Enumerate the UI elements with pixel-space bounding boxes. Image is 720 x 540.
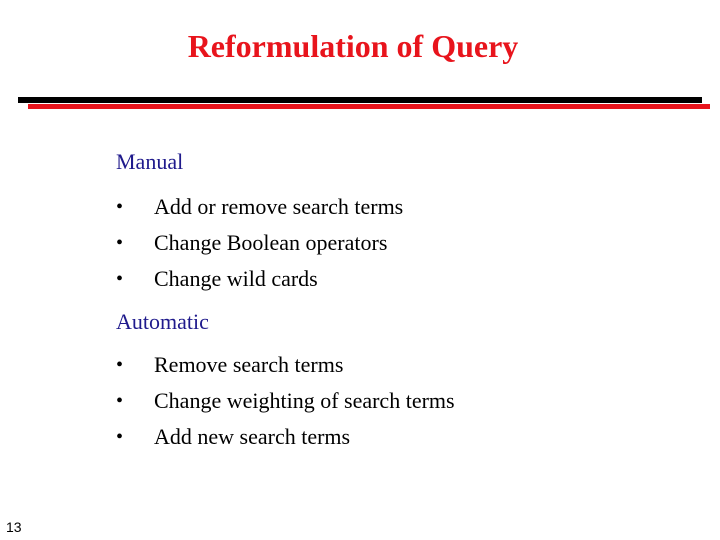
list-item-text: Change wild cards [154, 266, 318, 291]
slide-title: Reformulation of Query [187, 28, 519, 64]
title-divider-red [28, 104, 710, 109]
list-item-text: Change weighting of search terms [154, 388, 455, 413]
section-heading-manual: Manual [116, 149, 184, 174]
list-item [116, 261, 403, 297]
bullet-glyph: • [116, 231, 124, 254]
list-item [116, 419, 455, 455]
page-number: 13 [6, 519, 22, 535]
list-item [116, 383, 455, 419]
list-item [116, 189, 403, 225]
list-item-text: Change Boolean operators [154, 230, 388, 255]
list-item [116, 347, 455, 383]
list-item-text: Remove search terms [154, 352, 344, 377]
list-item [116, 225, 403, 261]
bullet-glyph: • [116, 389, 124, 412]
title-divider-black [18, 97, 702, 103]
bullet-glyph: • [116, 195, 124, 218]
bullet-glyph: • [116, 353, 124, 376]
bullet-list-automatic [116, 347, 455, 455]
list-item-text: Add new search terms [154, 424, 351, 449]
bullet-glyph: • [116, 267, 124, 290]
list-item-text: Add or remove search terms [154, 194, 404, 219]
section-heading-automatic: Automatic [116, 309, 209, 334]
bullet-list-manual [116, 189, 403, 297]
bullet-glyph: • [116, 425, 124, 448]
